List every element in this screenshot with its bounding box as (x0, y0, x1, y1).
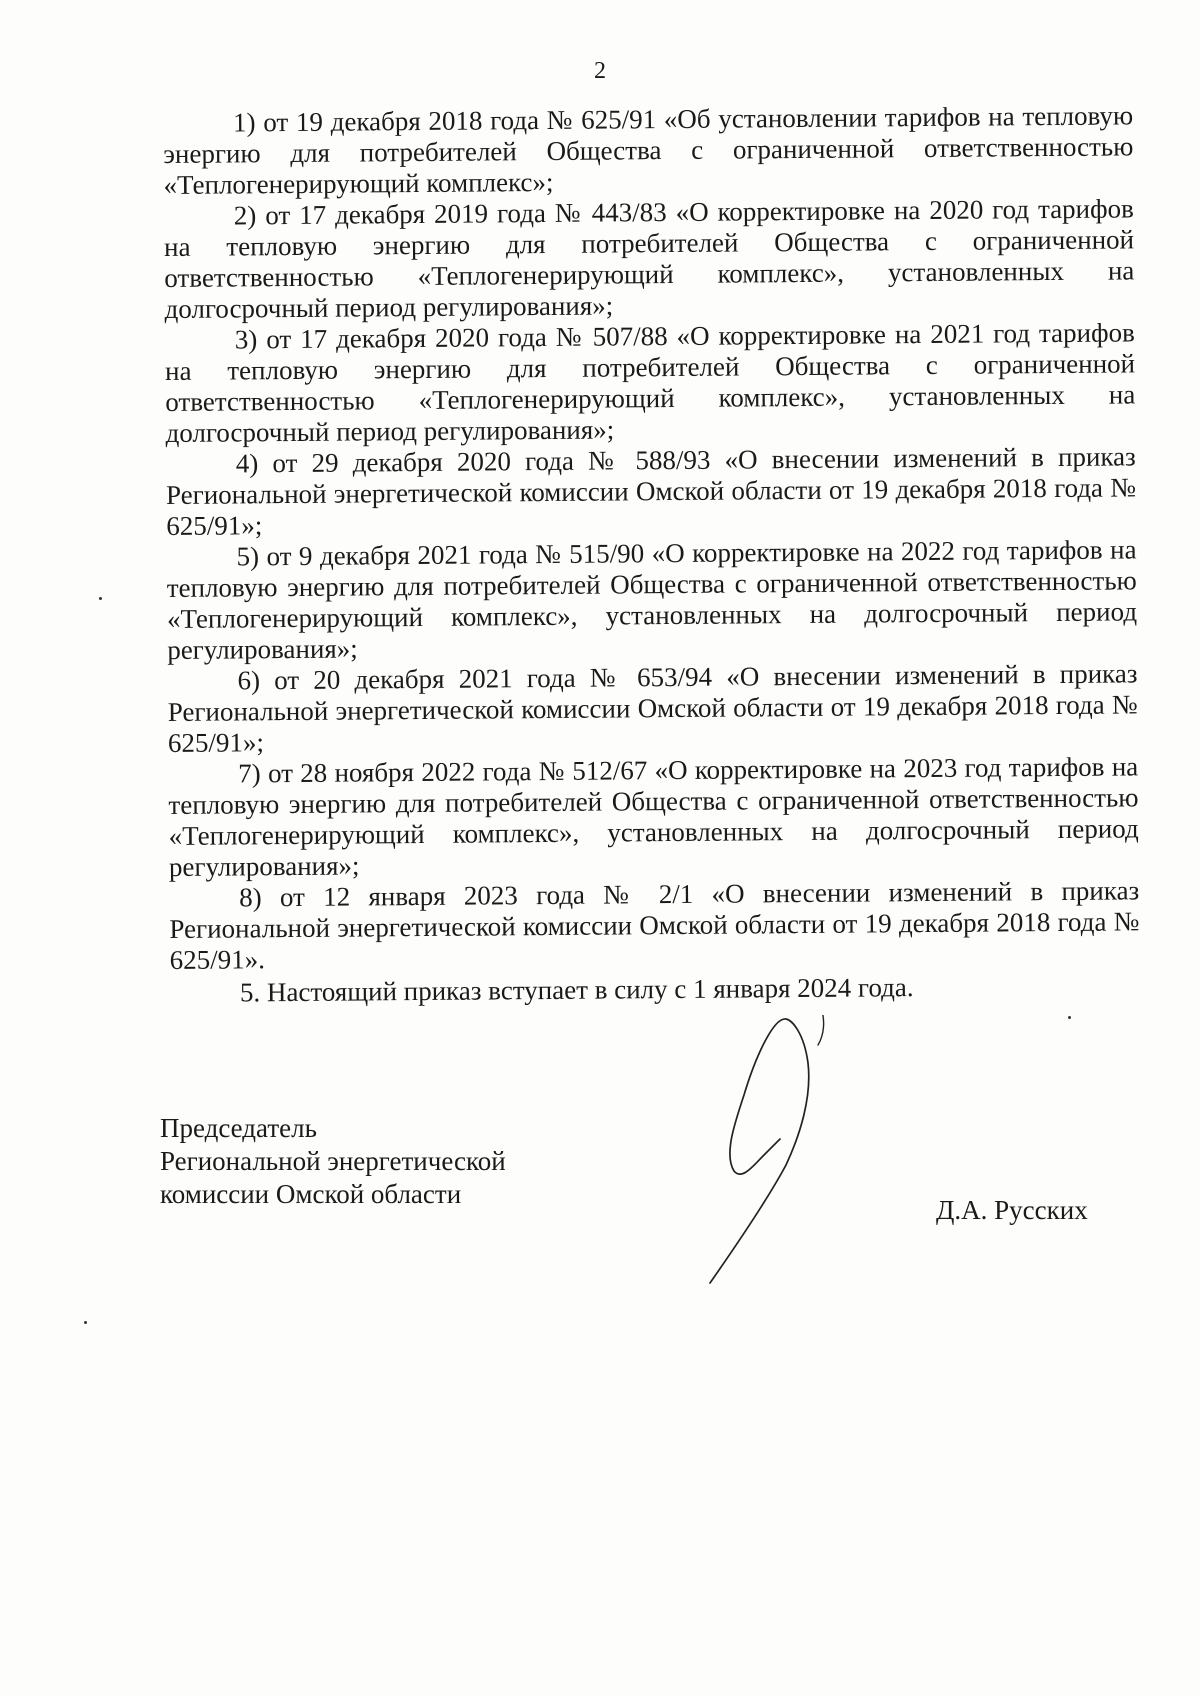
signatory-title-line: Председатель (160, 1113, 317, 1143)
signatory-title (160, 1112, 506, 1211)
list-item: 3) от 17 декабря 2020 года № 507/88 «О корректировке на 2021 год тарифов на тепловую энергию для потребителей Общества с ограниченной ответственностью «Теплогенерирующий комплекс», установленных на долгосрочный период регулирования»; (164, 317, 1136, 448)
list-item: 6) от 20 декабря 2021 года № 653/94 «О внесении изменений в приказ Региональной энергетической комиссии Омской области от 19 декабря 2018 года № 625/91»; (167, 658, 1138, 758)
signatory-title-line: комиссии Омской области (160, 1179, 462, 1209)
signatory-title-line: Региональной энергетической (160, 1146, 506, 1176)
scan-speck (1068, 1016, 1071, 1019)
scan-speck (84, 1321, 87, 1324)
list-item: 7) от 28 ноября 2022 года № 512/67 «О корректировке на 2023 год тарифов на тепловую энергию для потребителей Общества с ограниченной ответственностью «Теплогенерирующий комплекс», установленных на долгосрочный период регулирования»; (168, 751, 1139, 882)
list-item: 5) от 9 декабря 2021 года № 515/90 «О корректировке на 2022 год тарифов на тепловую энергию для потребителей Общества с ограниченной ответственностью «Теплогенерирующий комплекс», установленных на долгосрочный период регулирования»; (166, 534, 1138, 665)
signatory-name: Д.А. Русских (936, 1195, 1088, 1225)
list-item: 8) от 12 января 2023 года № 2/1 «О внесении изменений в приказ Региональной энергетической комиссии Омской области от 19 декабря 2018 года № 625/91». (169, 875, 1140, 975)
handwritten-signature (700, 1015, 860, 1285)
page-number: 2 (594, 58, 606, 84)
document-body (163, 100, 1140, 1009)
list-item: 1) от 19 декабря 2018 года № 625/91 «Об установлении тарифов на тепловую энергию для потребителей Общества с ограниченной ответственностью «Теплогенерирующий комплекс»; (163, 100, 1134, 200)
list-item: 2) от 17 декабря 2019 года № 443/83 «О корректировке на 2020 год тарифов на тепловую энергию для потребителей Общества с ограниченной ответственностью «Теплогенерирующий комплекс», установленных на долгосрочный период регулирования»; (163, 193, 1135, 324)
scan-speck (99, 597, 102, 600)
closing-clause: 5. Настоящий приказ вступает в силу с 1 января 2024 года. (239, 972, 914, 1008)
list-item: 4) от 29 декабря 2020 года № 588/93 «О внесении изменений в приказ Региональной энергетической комиссии Омской области от 19 декабря 2018 года № 625/91»; (165, 441, 1137, 541)
